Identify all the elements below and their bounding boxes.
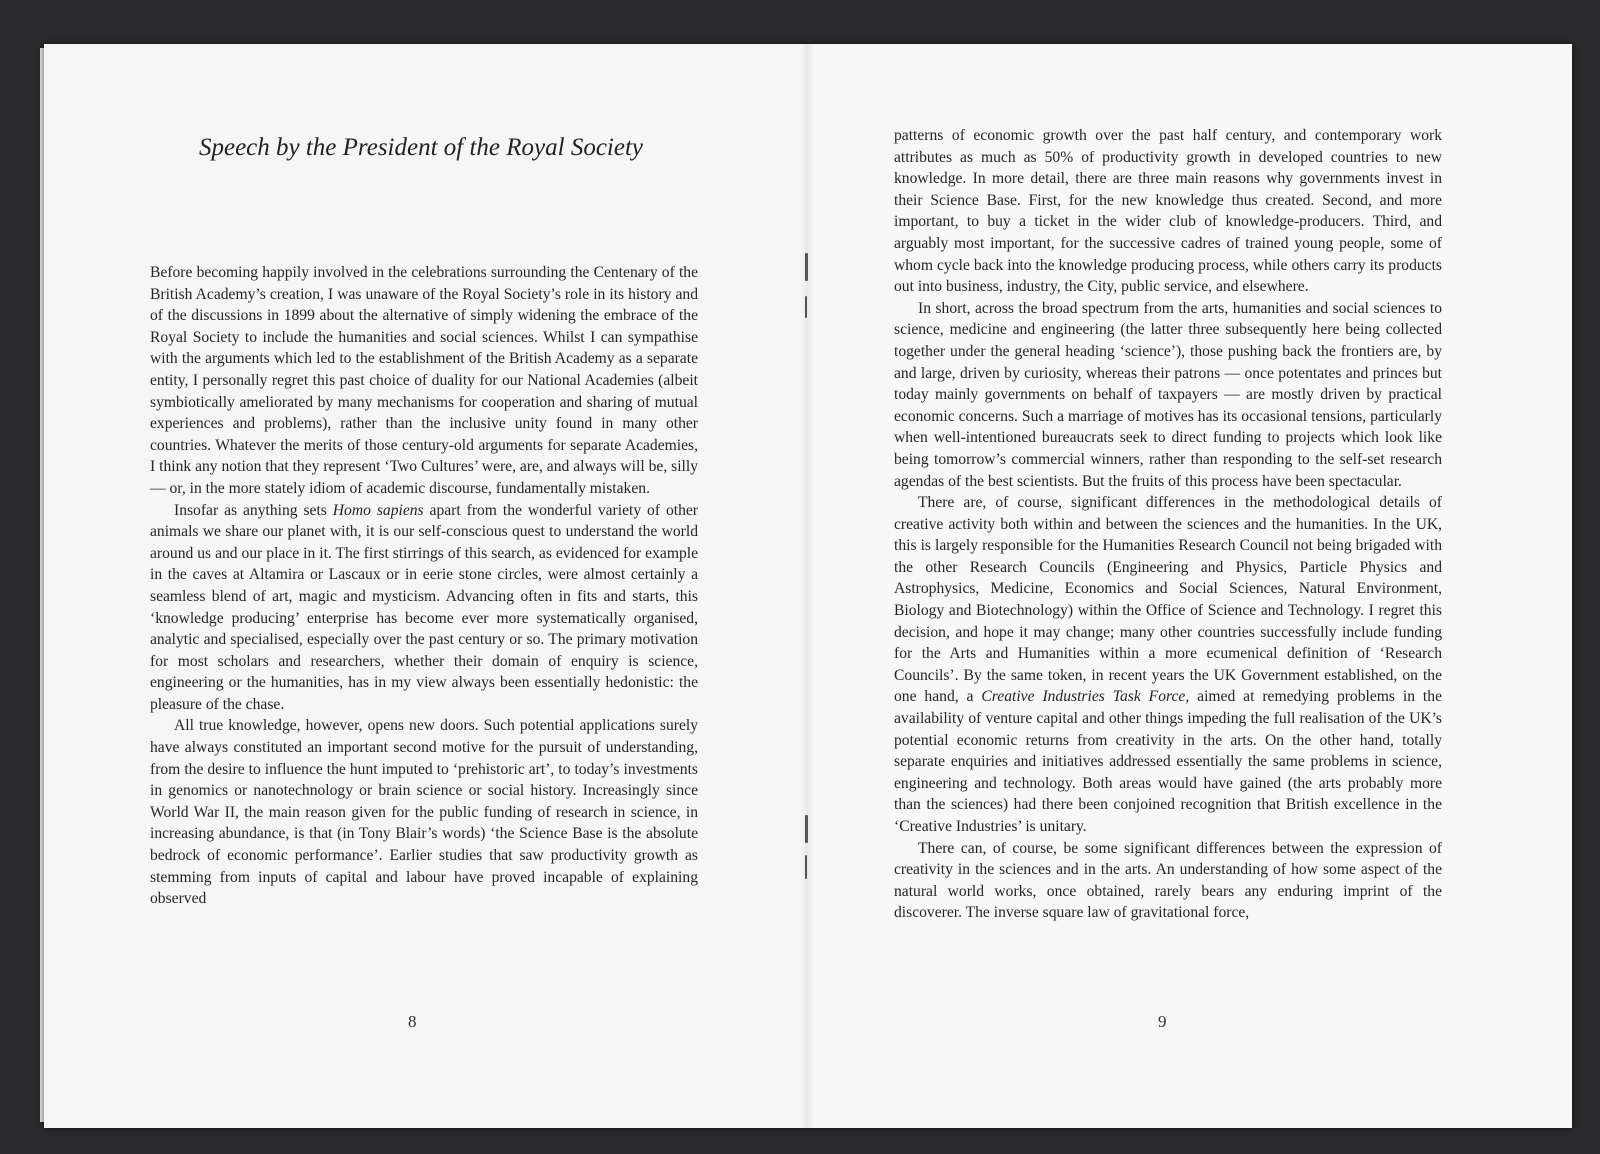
staple-bottom [805, 815, 808, 843]
paragraph: patterns of economic growth over the past half century, and contemporary work attributes as much as 50% of productivity growth in developed countries to new knowledge. In more detail, there are three main reasons why governments invest in their Science Base. First, for the new knowledge thus created. Second, and more important, to buy a ticket in the wider club of knowledge-producers. Third, and arguably most important, for the successive cadres of trained young people, some of whom cycle back into the knowledge producing process, while others carry its products out into business, industry, the City, public service, and elsewhere. [894, 127, 1442, 296]
left-page-text [150, 262, 698, 910]
page-number: 9 [1158, 1012, 1167, 1031]
paragraph: Before becoming happily involved in the celebrations surrounding the Centenary of the British Academy’s creation, I was unaware of the Royal Society’s role in its history and of the discussions in 1899 about the alternative of simply widening the embrace of the Royal Society to include the humanities and social sciences. Whilst I can sympathise with the arguments which led to the establishment of the British Academy as a separate entity, I personally regret this past choice of duality for our National Academies (albeit symbiotically ameliorated by many mechanisms for cooperation and sharing of mutual experiences and problems), rather than the inclusive unity found in many other countries. Whatever the merits of those century-old arguments for separate Academies, I think any notion that they represent ‘Two Cultures’ were, are, and always will be, silly — or, in the more stately idiom of academic discourse, fundamentally mistaken. [150, 264, 698, 497]
paragraph: There can, of course, be some significant differences between the expression of creativity in the sciences and in the arts. An understanding of how some aspect of the natural world works, once obtained, rarely bears any enduring imprint of the discoverer. The inverse square law of gravitational force, [894, 839, 1442, 922]
italic-term: Creative Industries Task Force, [981, 688, 1190, 706]
staple-bottom-lower [805, 855, 807, 879]
right-page-text [894, 125, 1442, 924]
paragraph [894, 492, 1442, 838]
book-gutter [800, 44, 816, 1128]
paragraph-rest: apart from the wonderful variety of other animals we share our planet with, it is our self-conscious quest to understand the world around us and our place in it. The first stirrings of this search, as evidenced for example in the caves at Altamira or Lascaux or in eerie stone circles, were almost certainly a seamless blend of art, magic and mysticism. Advancing often in fits and starts, this ‘knowledge producing’ enterprise has become ever more systematically organised, analytic and specialised, especially over the past century or so. The primary motivation for most scholars and researchers, whether their domain of enquiry is science, engineering or the humanities, has in my view always been essentially hedonistic: the pleasure of the chase. [150, 501, 698, 713]
paragraph-lead: There are, of course, significant differences in the methodological details of creative activity both within and between the sciences and the humanities. In the UK, this is largely responsible for the Humanities Research Council not being brigaded with the other Research Councils (Engineering and Physics, Particle Physics and Astrophysics, Medicine, Economics and Social Sciences, Natural Environment, Biology and Biotechnology) within the Office of Science and Technology. I regret this decision, and hope it may change; many other countries successfully include funding for the Arts and Humanities within a more ecumenical definition of ‘Research Councils’. By the same token, in recent years the UK Government established, on the one hand, a [894, 494, 1442, 706]
italic-term: Homo sapiens [332, 501, 424, 519]
page-number: 8 [408, 1012, 417, 1031]
speech-title: Speech by the President of the Royal Society [198, 134, 644, 161]
staple-top-lower [805, 296, 807, 318]
paragraph: In short, across the broad spectrum from the arts, humanities and social sciences to science, medicine and engineering (the latter three subsequently here being collected together under the general heading ‘science’), those pushing back the frontiers are, by and large, driven by curiosity, whereas their patrons — once potentates and princes but today mainly governments on behalf of taxpayers — are mostly driven by practical economic concerns. Such a marriage of motives has its occasional tensions, particularly when well-intentioned bureaucrats seek to direct funding to projects which look like being tomorrow’s commercial winners, rather than responding to the self-set research agendas of the best scientists. But the fruits of this process have been spectacular. [894, 299, 1442, 490]
paragraph: All true knowledge, however, opens new doors. Such potential applications surely have always constituted an important second motive for the pursuit of understanding, from the desire to influence the hunt imputed to ‘prehistoric art’, to today’s investments in genomics or nanotechnology or brain science or social history. Increasingly since World War II, the main reason given for the public funding of research in science, in increasing abundance, is that (in Tony Blair’s words) ‘the Science Base is the absolute bedrock of economic performance’. Earlier studies that saw productivity growth as stemming from inputs of capital and labour have proved incapable of explaining observed [150, 717, 698, 908]
paragraph [150, 500, 698, 716]
staple-top [805, 253, 808, 281]
paragraph-lead: Insofar as anything sets [174, 501, 327, 519]
paragraph-rest: aimed at remedying problems in the availability of venture capital and other things impeding the full realisation of the UK’s potential economic returns from creativity in the arts. On the other hand, totally separate enquiries and initiatives addressed essentially the same problems in science, engineering and technology. Both areas would have gained (the arts probably more than the sciences) had there been conjoined recognition that British excellence in the ‘Creative Industries’ is unitary. [894, 688, 1442, 835]
